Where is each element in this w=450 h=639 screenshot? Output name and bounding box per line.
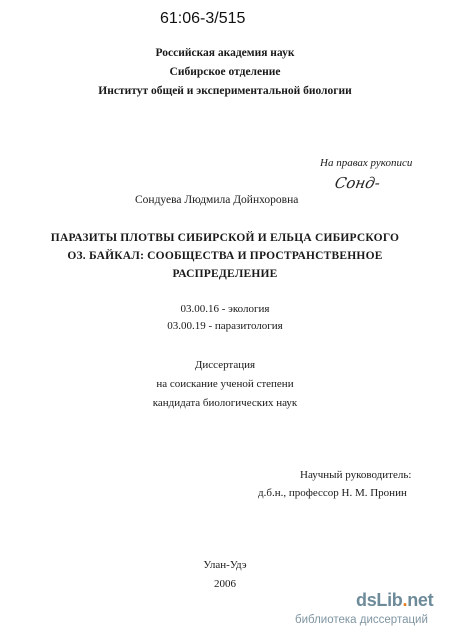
author-name: Сондуева Людмила Дойнхоровна [135,194,299,206]
dissertation-line-3: кандидата биологических наук [152,397,298,409]
title-line-3: РАСПРЕДЕЛЕНИЕ [172,268,278,280]
watermark-subtitle: библиотека диссертаций [295,614,428,626]
city: Улан-Удэ [203,559,247,571]
supervisor-name: д.б.н., профессор Н. М. Пронин [258,487,407,499]
dslib-logo[interactable] [356,590,444,612]
title-line-2: ОЗ. БАЙКАЛ: СООБЩЕСТВА И ПРОСТРАНСТВЕННОЕ [67,250,383,262]
year: 2006 [214,578,236,590]
logo-text-a: dsLib [356,590,403,610]
logo-dot: . [402,590,408,610]
title-line-1: ПАРАЗИТЫ ПЛОТВЫ СИБИРСКОЙ И ЕЛЬЦА СИБИРСКОГО [50,232,400,244]
logo-text-b: net [407,590,434,610]
supervisor-label: Научный руководитель: [300,469,412,481]
specialty-line-2: 03.00.19 - паразитология [167,320,283,332]
manuscript-note: На правах рукописи [320,157,413,169]
specialty-line-1: 03.00.16 - экология [180,303,270,315]
institution-line-1: Российская академия наук [155,47,295,59]
institution-line-2: Сибирское отделение [169,66,281,78]
dissertation-line-2: на соискание ученой степени [156,378,294,390]
institution-line-3: Институт общей и экспериментальной биологии [98,85,352,97]
handwritten-signature: Сонд- [333,174,382,192]
dissertation-line-1: Диссертация [194,359,256,371]
shelfmark: 61:06-3/515 [160,10,246,27]
